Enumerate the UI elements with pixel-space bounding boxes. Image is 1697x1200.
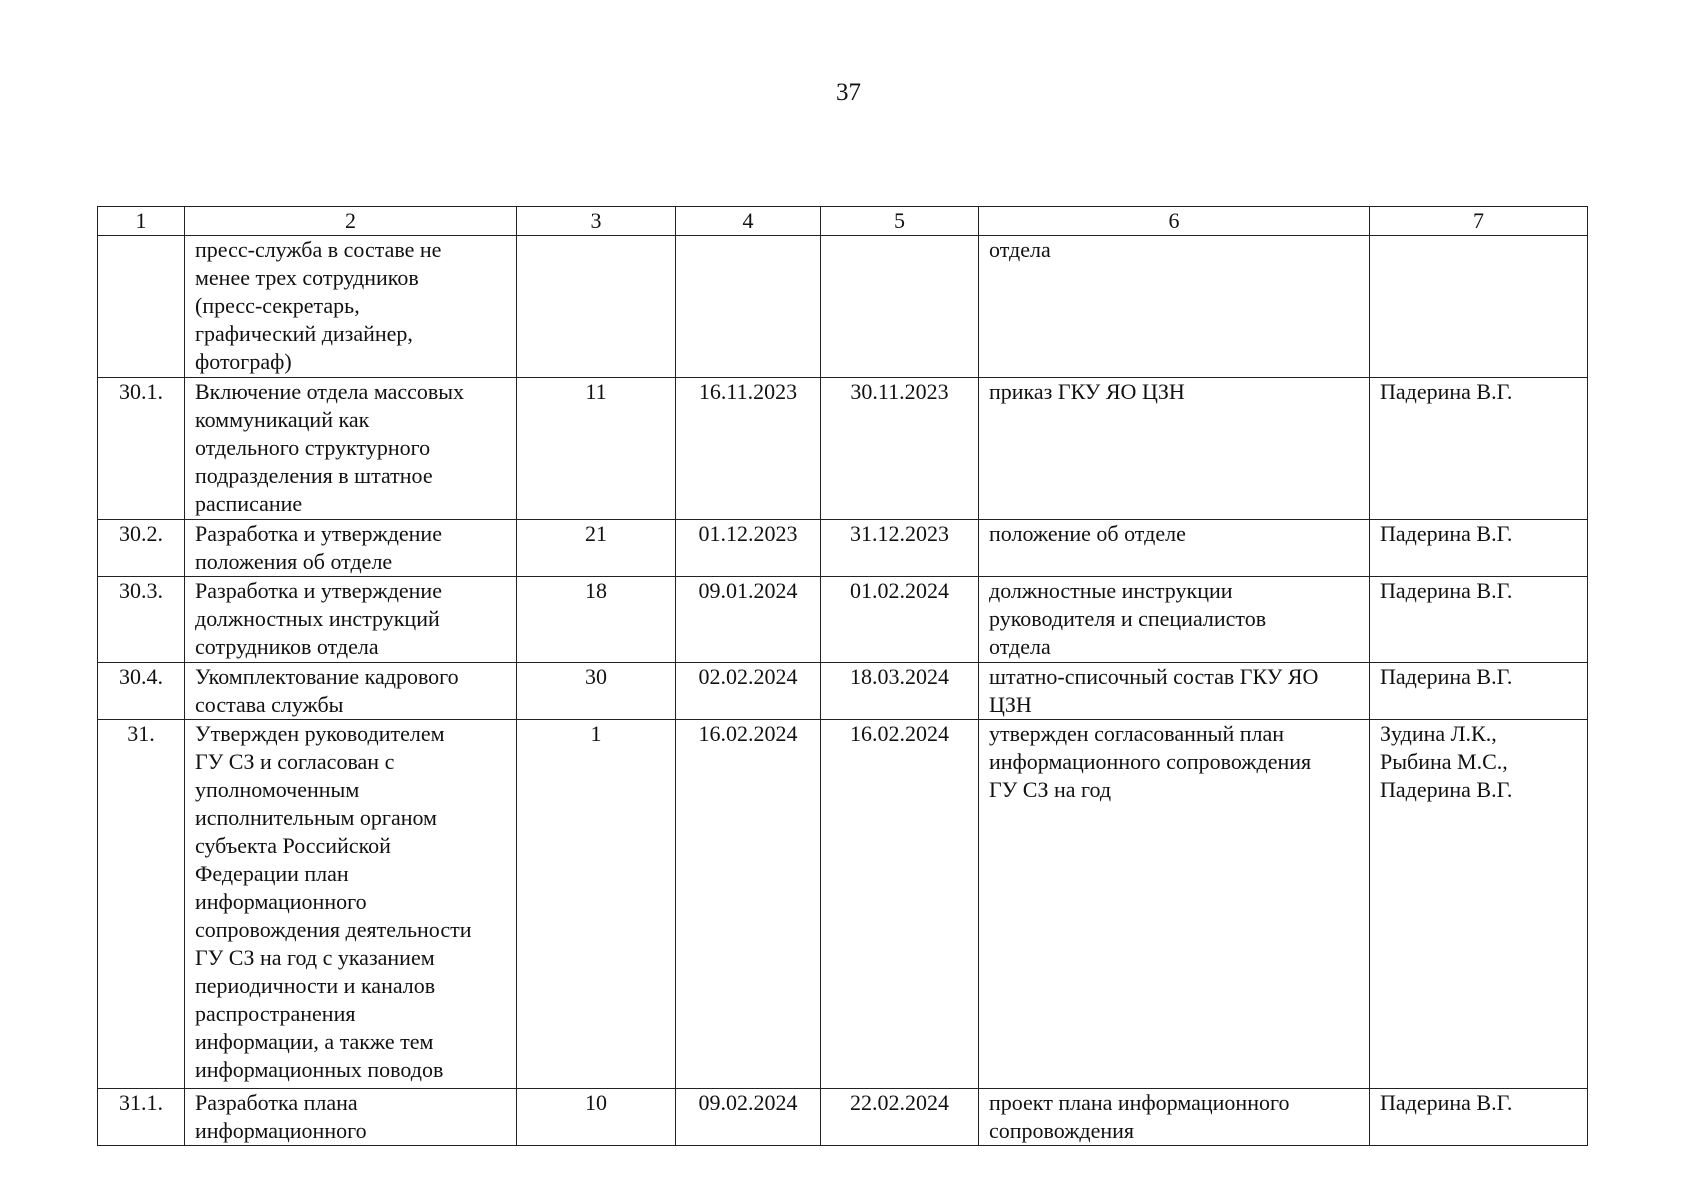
- result-document: проект плана информационного сопровождения: [979, 1089, 1370, 1146]
- responsible-person: Падерина В.Г.: [1370, 378, 1588, 520]
- row-number: 30.2.: [98, 520, 185, 577]
- task-description: Укомплектование кадрового состава службы: [185, 663, 517, 720]
- start-date: 16.11.2023: [676, 378, 821, 520]
- result-document: положение об отделе: [979, 520, 1370, 577]
- end-date: 01.02.2024: [821, 577, 979, 663]
- start-date: 09.02.2024: [676, 1089, 821, 1146]
- task-description: Разработка и утверждение положения об отделе: [185, 520, 517, 577]
- duration-days: [517, 236, 676, 378]
- duration-days: 11: [517, 378, 676, 520]
- responsible-person: Падерина В.Г.: [1370, 1089, 1588, 1146]
- duration-days: 18: [517, 577, 676, 663]
- end-date: 16.02.2024: [821, 720, 979, 1089]
- row-number: 30.3.: [98, 577, 185, 663]
- table-row: [98, 520, 1588, 577]
- end-date: 22.02.2024: [821, 1089, 979, 1146]
- responsible-person: Падерина В.Г.: [1370, 520, 1588, 577]
- result-document: должностные инструкции руководителя и специалистов отдела: [979, 577, 1370, 663]
- duration-days: 21: [517, 520, 676, 577]
- task-description: Разработка плана информационного: [185, 1089, 517, 1146]
- duration-days: 1: [517, 720, 676, 1089]
- end-date: 30.11.2023: [821, 378, 979, 520]
- table-row: [98, 1089, 1588, 1146]
- plan-table: [97, 206, 1588, 1146]
- start-date: 16.02.2024: [676, 720, 821, 1089]
- row-number: [98, 236, 185, 378]
- row-number: 31.: [98, 720, 185, 1089]
- row-number: 30.4.: [98, 663, 185, 720]
- result-document: приказ ГКУ ЯО ЦЗН: [979, 378, 1370, 520]
- row-number: 30.1.: [98, 378, 185, 520]
- end-date: 18.03.2024: [821, 663, 979, 720]
- row-number: 31.1.: [98, 1089, 185, 1146]
- column-header-2: 2: [185, 207, 517, 236]
- column-header-1: 1: [98, 207, 185, 236]
- end-date: 31.12.2023: [821, 520, 979, 577]
- responsible-person: Падерина В.Г.: [1370, 663, 1588, 720]
- task-description: Утвержден руководителем ГУ СЗ и согласован с уполномоченным исполнительным органом субъекта Российской Федерации план информационного сопровождения деятельности ГУ СЗ на год с указанием периодичности и каналов распространения информации, а также тем информационных поводов: [185, 720, 517, 1089]
- task-description: пресс-служба в составе не менее трех сотрудников (пресс-секретарь, графический дизайнер, фотограф): [185, 236, 517, 378]
- column-header-4: 4: [676, 207, 821, 236]
- start-date: 01.12.2023: [676, 520, 821, 577]
- table-row: [98, 720, 1588, 1089]
- page-number: 37: [836, 79, 861, 106]
- duration-days: 30: [517, 663, 676, 720]
- column-header-3: 3: [517, 207, 676, 236]
- start-date: 09.01.2024: [676, 577, 821, 663]
- table-row: [98, 577, 1588, 663]
- table-row: [98, 663, 1588, 720]
- column-header-5: 5: [821, 207, 979, 236]
- duration-days: 10: [517, 1089, 676, 1146]
- start-date: 02.02.2024: [676, 663, 821, 720]
- column-header-7: 7: [1370, 207, 1588, 236]
- responsible-person: Зудина Л.К., Рыбина М.С., Падерина В.Г.: [1370, 720, 1588, 1089]
- result-document: отдела: [979, 236, 1370, 378]
- task-description: Разработка и утверждение должностных инструкций сотрудников отдела: [185, 577, 517, 663]
- responsible-person: Падерина В.Г.: [1370, 577, 1588, 663]
- table-header-row: [98, 207, 1588, 236]
- result-document: штатно-списочный состав ГКУ ЯО ЦЗН: [979, 663, 1370, 720]
- column-header-6: 6: [979, 207, 1370, 236]
- table-row: [98, 378, 1588, 520]
- result-document: утвержден согласованный план информационного сопровождения ГУ СЗ на год: [979, 720, 1370, 1089]
- table-row: [98, 236, 1588, 378]
- start-date: [676, 236, 821, 378]
- end-date: [821, 236, 979, 378]
- task-description: Включение отдела массовых коммуникаций как отдельного структурного подразделения в штатное расписание: [185, 378, 517, 520]
- responsible-person: [1370, 236, 1588, 378]
